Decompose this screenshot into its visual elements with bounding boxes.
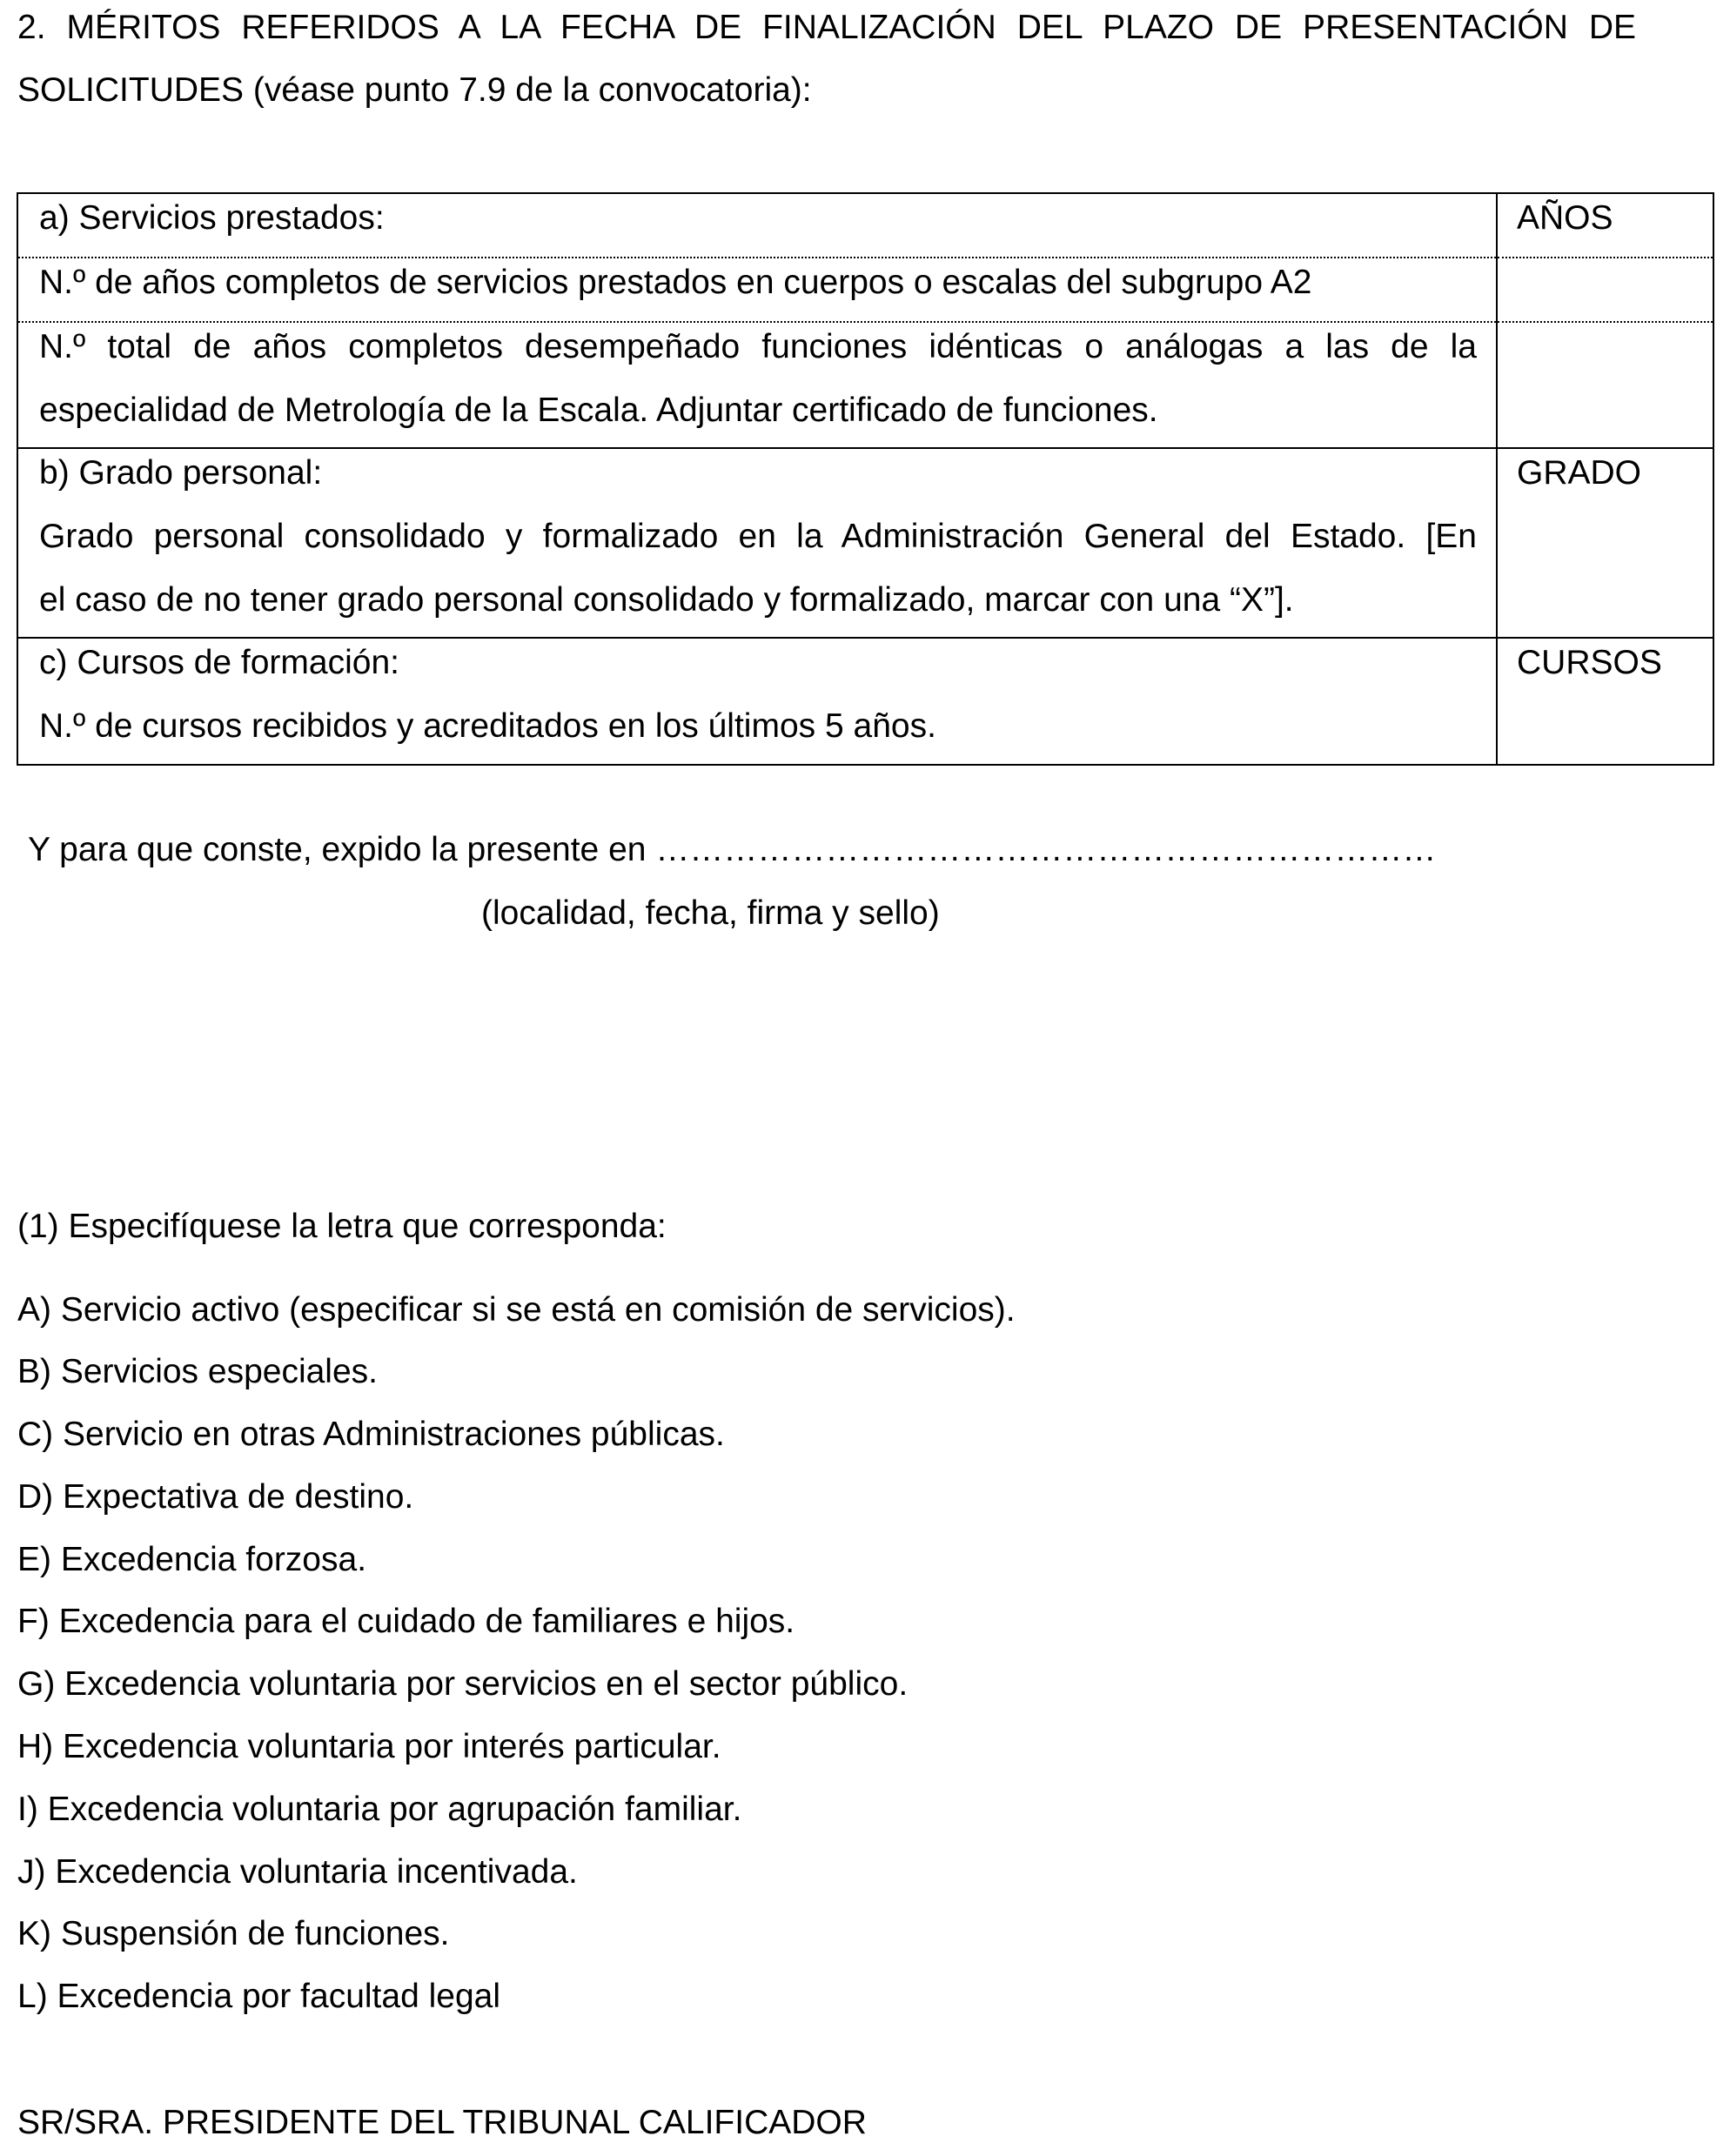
list-item: D) Expectativa de destino. [17,1477,414,1516]
section-heading [17,0,1636,122]
personal-grade-value-field[interactable] [1497,448,1713,638]
list-item: I) Excedencia voluntaria por agrupación familiar. [17,1790,742,1828]
administrative-status-list [17,1279,1016,2029]
years-metrology-label-line-1: N.º total de años completos desempeñado funciones idénticas o análogas a las de la [39,328,1477,365]
services-title: a) Servicios prestados: [39,199,385,237]
row-personal-grade [17,448,1713,638]
years-unit-label: AÑOS [1517,199,1613,237]
row-services-header [17,193,1713,258]
list-item: F) Excedencia para el cuidado de familiares e hijos. [17,1603,795,1641]
years-subgroup-a2-label-cell [17,258,1497,322]
personal-grade-description-line-2: el caso de no tener grado personal consolidado y formalizado, marcar con una “X”]. [39,581,1294,619]
grade-unit-label: GRADO [1517,454,1642,492]
personal-grade-title: b) Grado personal: [39,454,323,492]
section-heading-line-2: SOLICITUDES (véase punto 7.9 de la convocatoria): [17,71,812,109]
row-years-metrology-functions [17,322,1713,448]
training-courses-label-cell [17,638,1497,765]
years-metrology-label-cell [17,322,1497,448]
section-heading-line-1: 2. MÉRITOS REFERIDOS A LA FECHA DE FINALIZACIÓN DEL PLAZO DE PRESENTACIÓN DE [17,9,1636,46]
years-subgroup-a2-label: N.º de años completos de servicios prestados en cuerpos o escalas del subgrupo A2 [39,264,1312,301]
addressee: SR/SRA. PRESIDENTE DEL TRIBUNAL CALIFICADOR [17,2103,867,2141]
years-metrology-label-line-2: especialidad de Metrología de la Escala. Adjuntar certificado de funciones. [39,392,1158,429]
courses-unit-label: CURSOS [1517,644,1662,681]
list-item: G) Excedencia voluntaria por servicios en el sector público. [17,1665,909,1704]
list-item: B) Servicios especiales. [17,1353,378,1391]
years-unit-cell [1497,193,1713,258]
training-courses-title: c) Cursos de formación: [39,644,399,681]
certification-text: Y para que conste, expido la presente en [28,830,647,868]
row-years-subgroup-a2 [17,258,1713,322]
list-item: J) Excedencia voluntaria incentivada. [17,1852,578,1891]
years-subgroup-a2-value-field[interactable] [1497,258,1713,322]
list-item: E) Excedencia forzosa. [17,1540,367,1578]
personal-grade-description-line-1: Grado personal consolidado y formalizado en la Administración General del Estado. [En [39,518,1477,555]
list-item: K) Suspensión de funciones. [17,1915,450,1953]
list-item: H) Excedencia voluntaria por interés particular. [17,1728,721,1766]
list-item: A) Servicio activo (especificar si se está en comisión de servicios). [17,1290,1016,1329]
certification-fill-line[interactable]: …………………………………………………………… [655,830,1437,868]
list-item: C) Servicio en otras Administraciones públicas. [17,1416,725,1454]
list-item: L) Excedencia por facultad legal [17,1978,501,2016]
certification-caption: (localidad, fecha, firma y sello) [481,894,940,932]
training-courses-description: N.º de cursos recibidos y acreditados en los últimos 5 años. [39,707,936,745]
certification-statement [28,819,1436,881]
personal-grade-label-cell [17,448,1497,638]
services-title-cell [17,193,1497,258]
footnote-title: (1) Especifíquese la letra que corresponda: [17,1207,667,1245]
row-training-courses [17,638,1713,765]
years-metrology-value-field[interactable] [1497,322,1713,448]
training-courses-value-field[interactable] [1497,638,1713,765]
merits-table [17,192,1714,766]
